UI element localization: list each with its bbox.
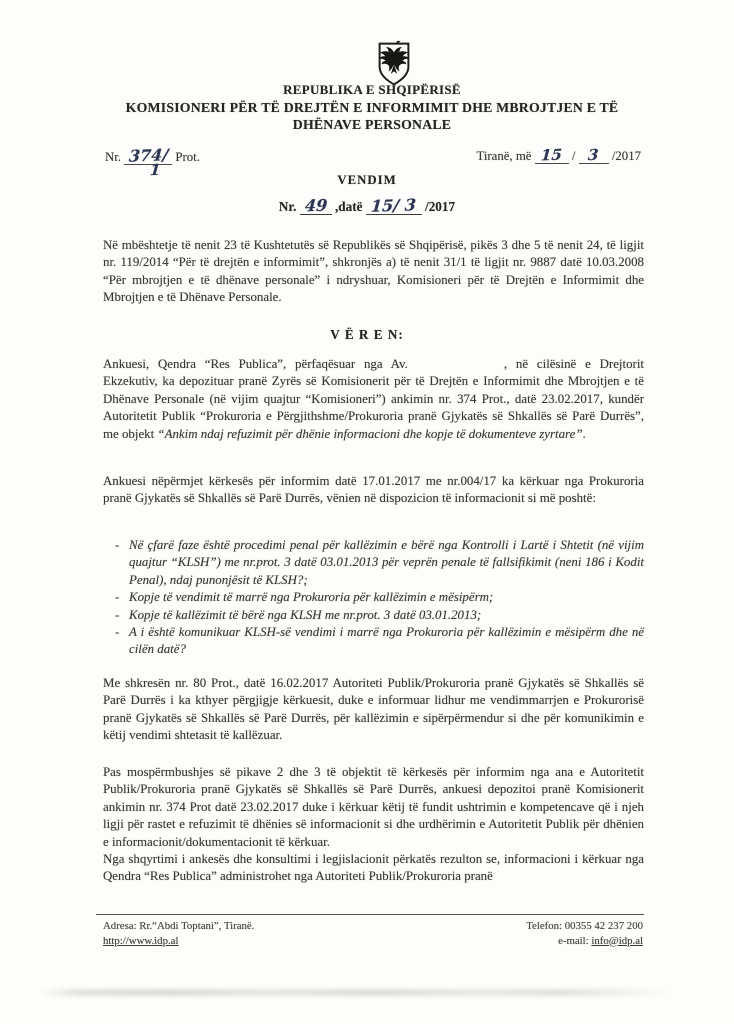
letterhead — [10, 82, 734, 133]
list-item — [103, 537, 644, 589]
protocol-nr-label: Nr. — [105, 150, 121, 164]
footer-divider — [96, 914, 644, 915]
dash-bullet-icon: - — [115, 625, 120, 640]
institution-line1: KOMISIONERI PËR TË DREJTËN E INFORMIMIT DHE MBROJTJEN E TË — [125, 100, 619, 115]
appellant-text-3: . — [582, 426, 586, 441]
complaint-review-block — [103, 764, 644, 886]
protocol-nr-handwritten-sub: 1 — [149, 160, 162, 180]
intro-paragraph: Në mbështetje të nenit 23 të Kushtetutës së Republikës së Shqipërisë, pikës 3 dhe 5 të nenit 24, të ligjit nr. 119/2014 “Për të drejtën e informimit”, shkronjës a) të nenit 31/1 të ligjit nr. 9887 datë 10.03.2008 “Për mbrojtjen e të dhënave personale” i ndryshuar, Komisioneri për të Drejtën e Informimit dhe Mbrojtjen e të Dhënave Personale. — [103, 238, 644, 305]
appellant-paragraph — [103, 356, 644, 443]
list-item-text: Kopje të kallëzimit të bërë nga KLSH me nr.prot. 3 datë 03.01.2013; — [129, 607, 482, 622]
review-paragraph: Nga shqyrtimi i ankesës dhe konsultimi i legjislacionit përkatës rezulton se, informacioni i kërkuar nga Qendra “Res Publica” administrohet nga Autoriteti Publik/Prokuroria pranë — [103, 852, 644, 884]
response-paragraph: Me shkresën nr. 80 Prot., datë 16.02.2017 Autoriteti Publik/Prokuroria pranë Gjykatës së Shkallës së Parë Durrës i ka kthyer përgjigje kërkuesit, duke e informuar lidhur me vendimmarrjen e Prokurorisë pranë Gjykatës së Shkallës së Parë Durrës, për kallëzimin e sipërpërmendur si dhe për komunikimin e këtij vendimi shtetasit të kallëzuar. — [103, 676, 644, 743]
list-item — [103, 624, 644, 659]
decision-date-blank — [366, 195, 422, 216]
protocol-number — [105, 145, 200, 180]
decision-date-label: ,datë — [334, 199, 363, 214]
decision-number-line — [0, 195, 734, 216]
appellant-text-1: Ankuesi, Qendra “Res Publica”, përfaqësuar nga Av. — [103, 357, 408, 371]
list-item — [103, 589, 644, 606]
footer-address: Adresa: Rr.“Abdi Toptani”, Tiranë. — [103, 920, 255, 932]
footer — [103, 919, 643, 948]
request-paragraph: Ankuesi nëpërmjet kërkesës për informim datë 17.01.2017 me nr.004/17 ka kërkuar nga Prokuroria pranë Gjykatës së Shkallës së Parë Durrës, vënien në dispozicion të informacionit si më poshtë: — [103, 474, 644, 506]
date-month-blank — [579, 145, 609, 165]
decision-nr-label: Nr. — [278, 199, 297, 214]
footer-email-link[interactable]: info@idp.al — [591, 934, 643, 947]
protocol-prot-label: Prot. — [175, 150, 200, 164]
footer-website-link[interactable]: http://www.idp.al — [103, 934, 179, 947]
date-day-handwritten: 15 — [540, 145, 563, 165]
footer-email-label: e-mail: — [558, 934, 589, 947]
date-month-handwritten: 3 — [587, 145, 600, 165]
place-date-label: Tiranë, më — [476, 149, 532, 163]
list-item-text: Në çfarë faze është procedimi penal për kallëzimin e bërë nga Kontrolli i Lartë i Shtetit (në vijim quajtur “KLSH”) me nr.prot. 3 datë 03.01.2013 për veprën penale të fallsifikimit (neni 186 i Kodit Penal), ndaj punonjësit të KLSH?; — [129, 538, 644, 587]
appeal-object-italic: “Ankim ndaj refuzimit për dhënie informacioni dhe kopje të dokumenteve zyrtare” — [157, 426, 583, 441]
veren-heading: V Ë R E N: — [330, 327, 404, 342]
list-item-text: Kopje të vendimit të marrë nga Prokuroria për kallëzimin e mësipërm; — [129, 590, 494, 605]
dash-bullet-icon: - — [115, 590, 120, 605]
institution-title — [10, 100, 734, 133]
date-year: /2017 — [611, 149, 641, 163]
dash-bullet-icon: - — [115, 538, 120, 552]
decision-title: VENDIM — [337, 173, 397, 187]
decision-nr-handwritten: 49 — [303, 195, 328, 216]
republic-title: REPUBLIKA E SHQIPËRISË — [283, 82, 461, 97]
dash-bullet-icon: - — [115, 607, 120, 622]
footer-right — [526, 919, 643, 948]
footer-left — [103, 919, 254, 948]
requested-items-list — [103, 537, 644, 659]
complaint-paragraph: Pas mospërmbushjes së pikave 2 dhe 3 të objektit të kërkesës për informim nga ana e Autoritetit Publik/Prokuroria pranë Gjykatës së Shkallës së Parë Durrës, ankuesi depozitoi pranë Komisionerit ankimin nr. 374 Prot datë 23.02.2017 duke i kërkuar këtij të fundit ushtrimin e kompetencave që i njeh ligji për rastet e refuzimit të dhënies së informacionit si dhe urdhërimin e Autoritetit Publik për dhënien e informacionit/dokumentacionit të kërkuar. — [103, 765, 644, 849]
protocol-nr-blank — [124, 145, 172, 180]
decision-year: /2017 — [425, 199, 456, 214]
decision-date-handwritten: 15/ 3 — [370, 195, 417, 216]
institution-line2: DHËNAVE PERSONALE — [292, 116, 452, 132]
place-date — [476, 145, 643, 165]
date-day-blank — [535, 145, 569, 165]
scan-artifact-smudge — [40, 989, 690, 996]
list-item — [103, 607, 644, 624]
list-item-text: A i është komunikuar KLSH-së vendimi i marrë nga Prokuroria për kallëzimin e mësipërm dhe në cilën datë? — [129, 625, 644, 657]
date-separator: / — [571, 149, 576, 163]
footer-phone: Telefon: 00355 42 237 200 — [526, 920, 643, 932]
appellant-text-2: , në cilësinë e Drejtorit Ekzekutiv, ka depozituar pranë Zyrës së Komisionerit për të Drejtën e Informimit dhe Mbrojtjen e të Dhënave Personale (në vijim quajtur “Komisioneri”) ankimin nr. 374 Prot., datë 23.02.2017, kundër Autoritetit Publik “Prokuroria e Përgjithshme/Prokuroria pranë Gjykatës së Shkallës së Parë Durrës”, me objekt — [103, 357, 644, 441]
protocol-nr-handwritten: 374/ — [127, 145, 169, 166]
decision-nr-blank — [300, 195, 332, 216]
